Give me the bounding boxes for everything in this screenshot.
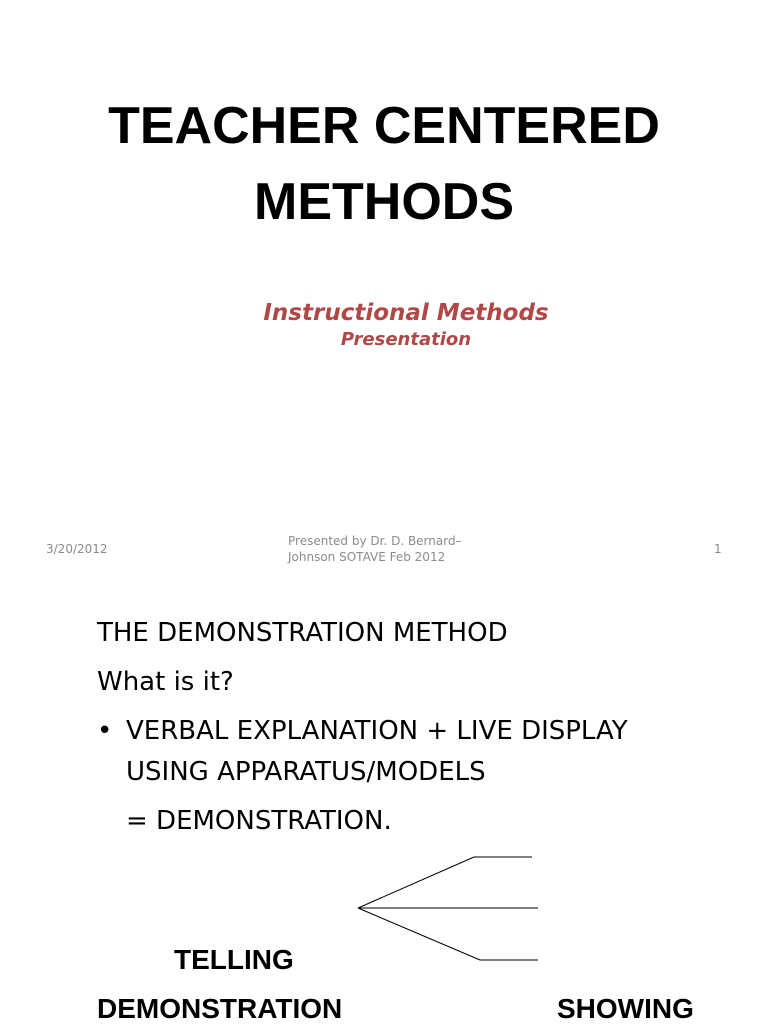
branch-lower-diagonal (358, 908, 480, 960)
equation-result: = DEMONSTRATION. (126, 806, 392, 836)
bullet-marker: • (97, 716, 113, 746)
branch-upper-diagonal (358, 857, 474, 908)
diagram-label-demonstration: DEMONSTRATION (97, 993, 343, 1024)
bullet-text-line-1: VERBAL EXPLANATION + LIVE DISPLAY (126, 716, 628, 746)
slide-title (0, 88, 768, 240)
subtitle-main: Instructional Methods (263, 300, 549, 326)
footer-date: 3/20/2012 (46, 542, 108, 556)
subtitle-secondary: Presentation (340, 329, 472, 350)
title-line-2: METHODS (254, 173, 514, 231)
diagram-label-showing: SHOWING (557, 993, 694, 1024)
diagram-label-telling: TELLING (174, 944, 294, 975)
footer-presenter: Presented by Dr. D. Bernard– Johnson SOTAVE Feb 2012 (288, 534, 462, 564)
footer-page-number: 1 (714, 542, 722, 556)
slide-2 (0, 575, 768, 1024)
title-line-1: TEACHER CENTERED (108, 97, 660, 155)
slide-subtitle (246, 298, 566, 352)
slide-question: What is it? (97, 667, 234, 697)
slide-heading: THE DEMONSTRATION METHOD (97, 618, 508, 648)
slide-footer (0, 532, 768, 572)
bullet-text-line-2: USING APPARATUS/MODELS (126, 757, 486, 787)
branch-diagram (340, 850, 560, 970)
